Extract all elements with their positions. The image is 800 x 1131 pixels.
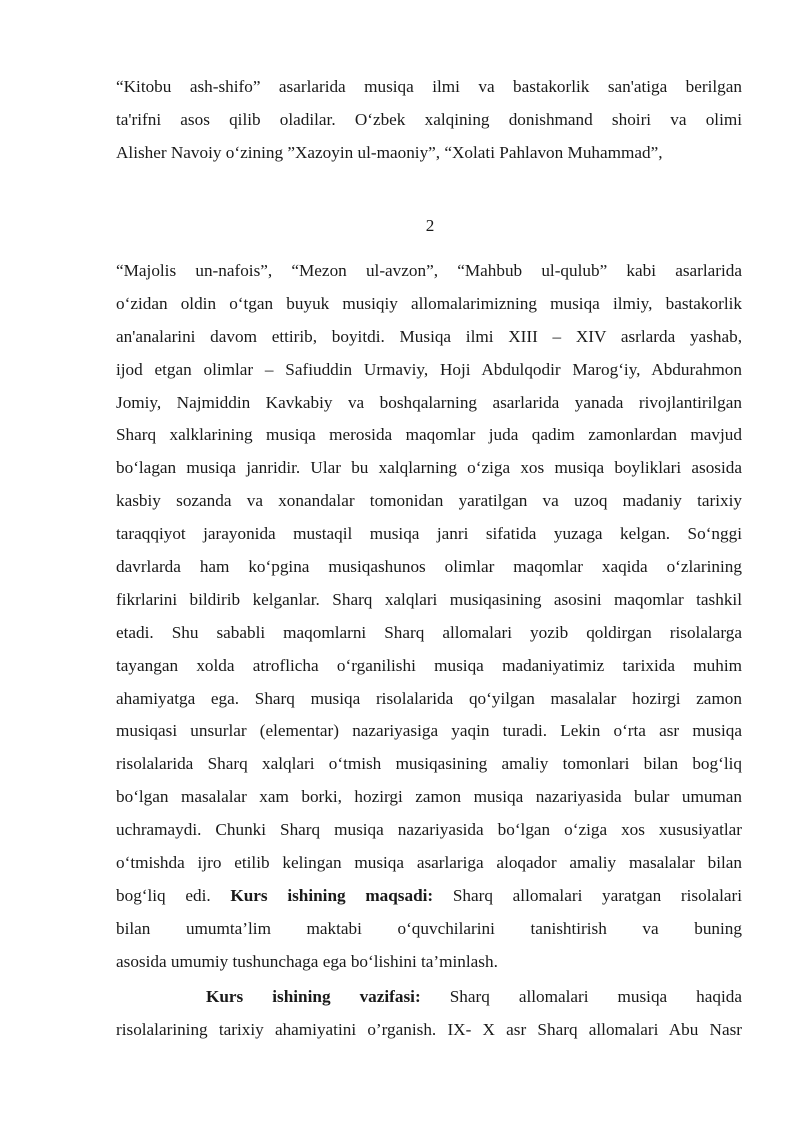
text-line: o‘tmishda ijro etilib kelingan musiqa asarlariga aloqador amaliy masalalar bilan [116,853,742,873]
text-line: risolalarida Sharq xalqlari o‘tmish musiqasining amaliy tomonlari bilan bog‘liq [116,754,742,774]
text-line: Alisher Navoiy o‘zining ”Xazoyin ul-maoniy”, “Xolati Pahlavon Muhammad”, [116,142,663,162]
text-line: Sharq xalklarining musiqa merosida maqomlar juda qadim zamonlardan mavjud [116,425,742,445]
text-line: kasbiy sozanda va xonandalar tomonidan yaratilgan va uzoq madaniy tarixiy [116,491,742,511]
text-line: bilan umumta’lim maktabi o‘quvchilarini tanishtirish va buning [116,918,742,938]
goal-line [116,880,742,913]
text-line: davrlarda ham ko‘pgina musiqashunos olimlar maqomlar xaqida o‘zlarining [116,557,742,577]
task-suffix: Sharq allomalari musiqa haqida [449,987,742,1006]
page-number: 2 [425,216,435,235]
text-line: ta'rifni asos qilib oladilar. O‘zbek xalqining donishmand shoiri va olimi [116,109,742,129]
text-line: “Kitobu ash-shifo” asarlarida musiqa ilmi va bastakorlik san'atiga berilgan [116,77,742,96]
text-line: etadi. Shu sababli maqomlarni Sharq allomalari yozib qoldirgan risolalarga [116,622,742,642]
text-line: bo‘lgan masalalar xam borki, hozirgi zamon musiqa nazariyasida bular umuman [116,787,742,807]
main-paragraph [116,255,742,979]
task-heading: Kurs ishining vazifasi: [206,987,421,1006]
text-line: tayangan xolda atroflicha o‘rganilishi musiqa madaniyatimiz tarixida muhim [116,655,742,675]
goal-heading: Kurs ishining maqsadi: [230,885,434,905]
text-line: taraqqiyot jarayonida mustaqil musiqa janri sifatida yuzaga kelgan. So‘nggi [116,524,742,544]
goal-prefix: bog‘liq edi. [116,885,211,905]
text-line: fikrlarini bildirib kelganlar. Sharq xalqlari musiqasining asosini maqomlar tashkil [116,589,742,609]
text-line: bo‘lagan musiqa janridir. Ular bu xalqlarning o‘ziga xos musiqa boyliklari asosida [116,458,742,478]
top-paragraph [116,71,742,170]
text-line: asosida umumiy tushunchaga ega bo‘lishini ta’minlash. [116,951,498,971]
task-line [116,981,742,1014]
text-line: an'analarini davom ettirib, boyitdi. Musiqa ilmi XIII – XIV asrlarda yashab, [116,326,742,346]
text-line: “Majolis un-nafois”, “Mezon ul-avzon”, “Mahbub ul-qulub” kabi asarlarida [116,261,742,280]
text-line: Jomiy, Najmiddin Kavkabiy va boshqalarning asarlarida yanada rivojlantirilgan [116,392,742,412]
goal-suffix: Sharq allomalari yaratgan risolalari [452,885,743,905]
text-line: musiqasi unsurlar (elementar) nazariyasiga yaqin turadi. Lekin o‘rta asr musiqa [116,721,742,741]
text-line: o‘zidan oldin o‘tgan buyuk musiqiy allomalarimizning musiqa ilmiy, bastakorlik [116,293,742,313]
text-line: ahamiyatga ega. Sharq musiqa risolalarida qo‘yilgan masalalar hozirgi zamon [116,688,742,708]
text-line: risolalarining tarixiy ahamiyatini o’rganish. IX- X asr Sharq allomalari Abu Nasr [116,1019,742,1039]
text-line: uchramaydi. Chunki Sharq musiqa nazariyasida bo‘lgan o‘ziga xos xususiyatlar [116,820,742,840]
task-paragraph [116,981,742,1047]
text-line: ijod etgan olimlar – Safiuddin Urmaviy, Hoji Abdulqodir Marog‘iy, Abdurahmon [116,359,742,379]
